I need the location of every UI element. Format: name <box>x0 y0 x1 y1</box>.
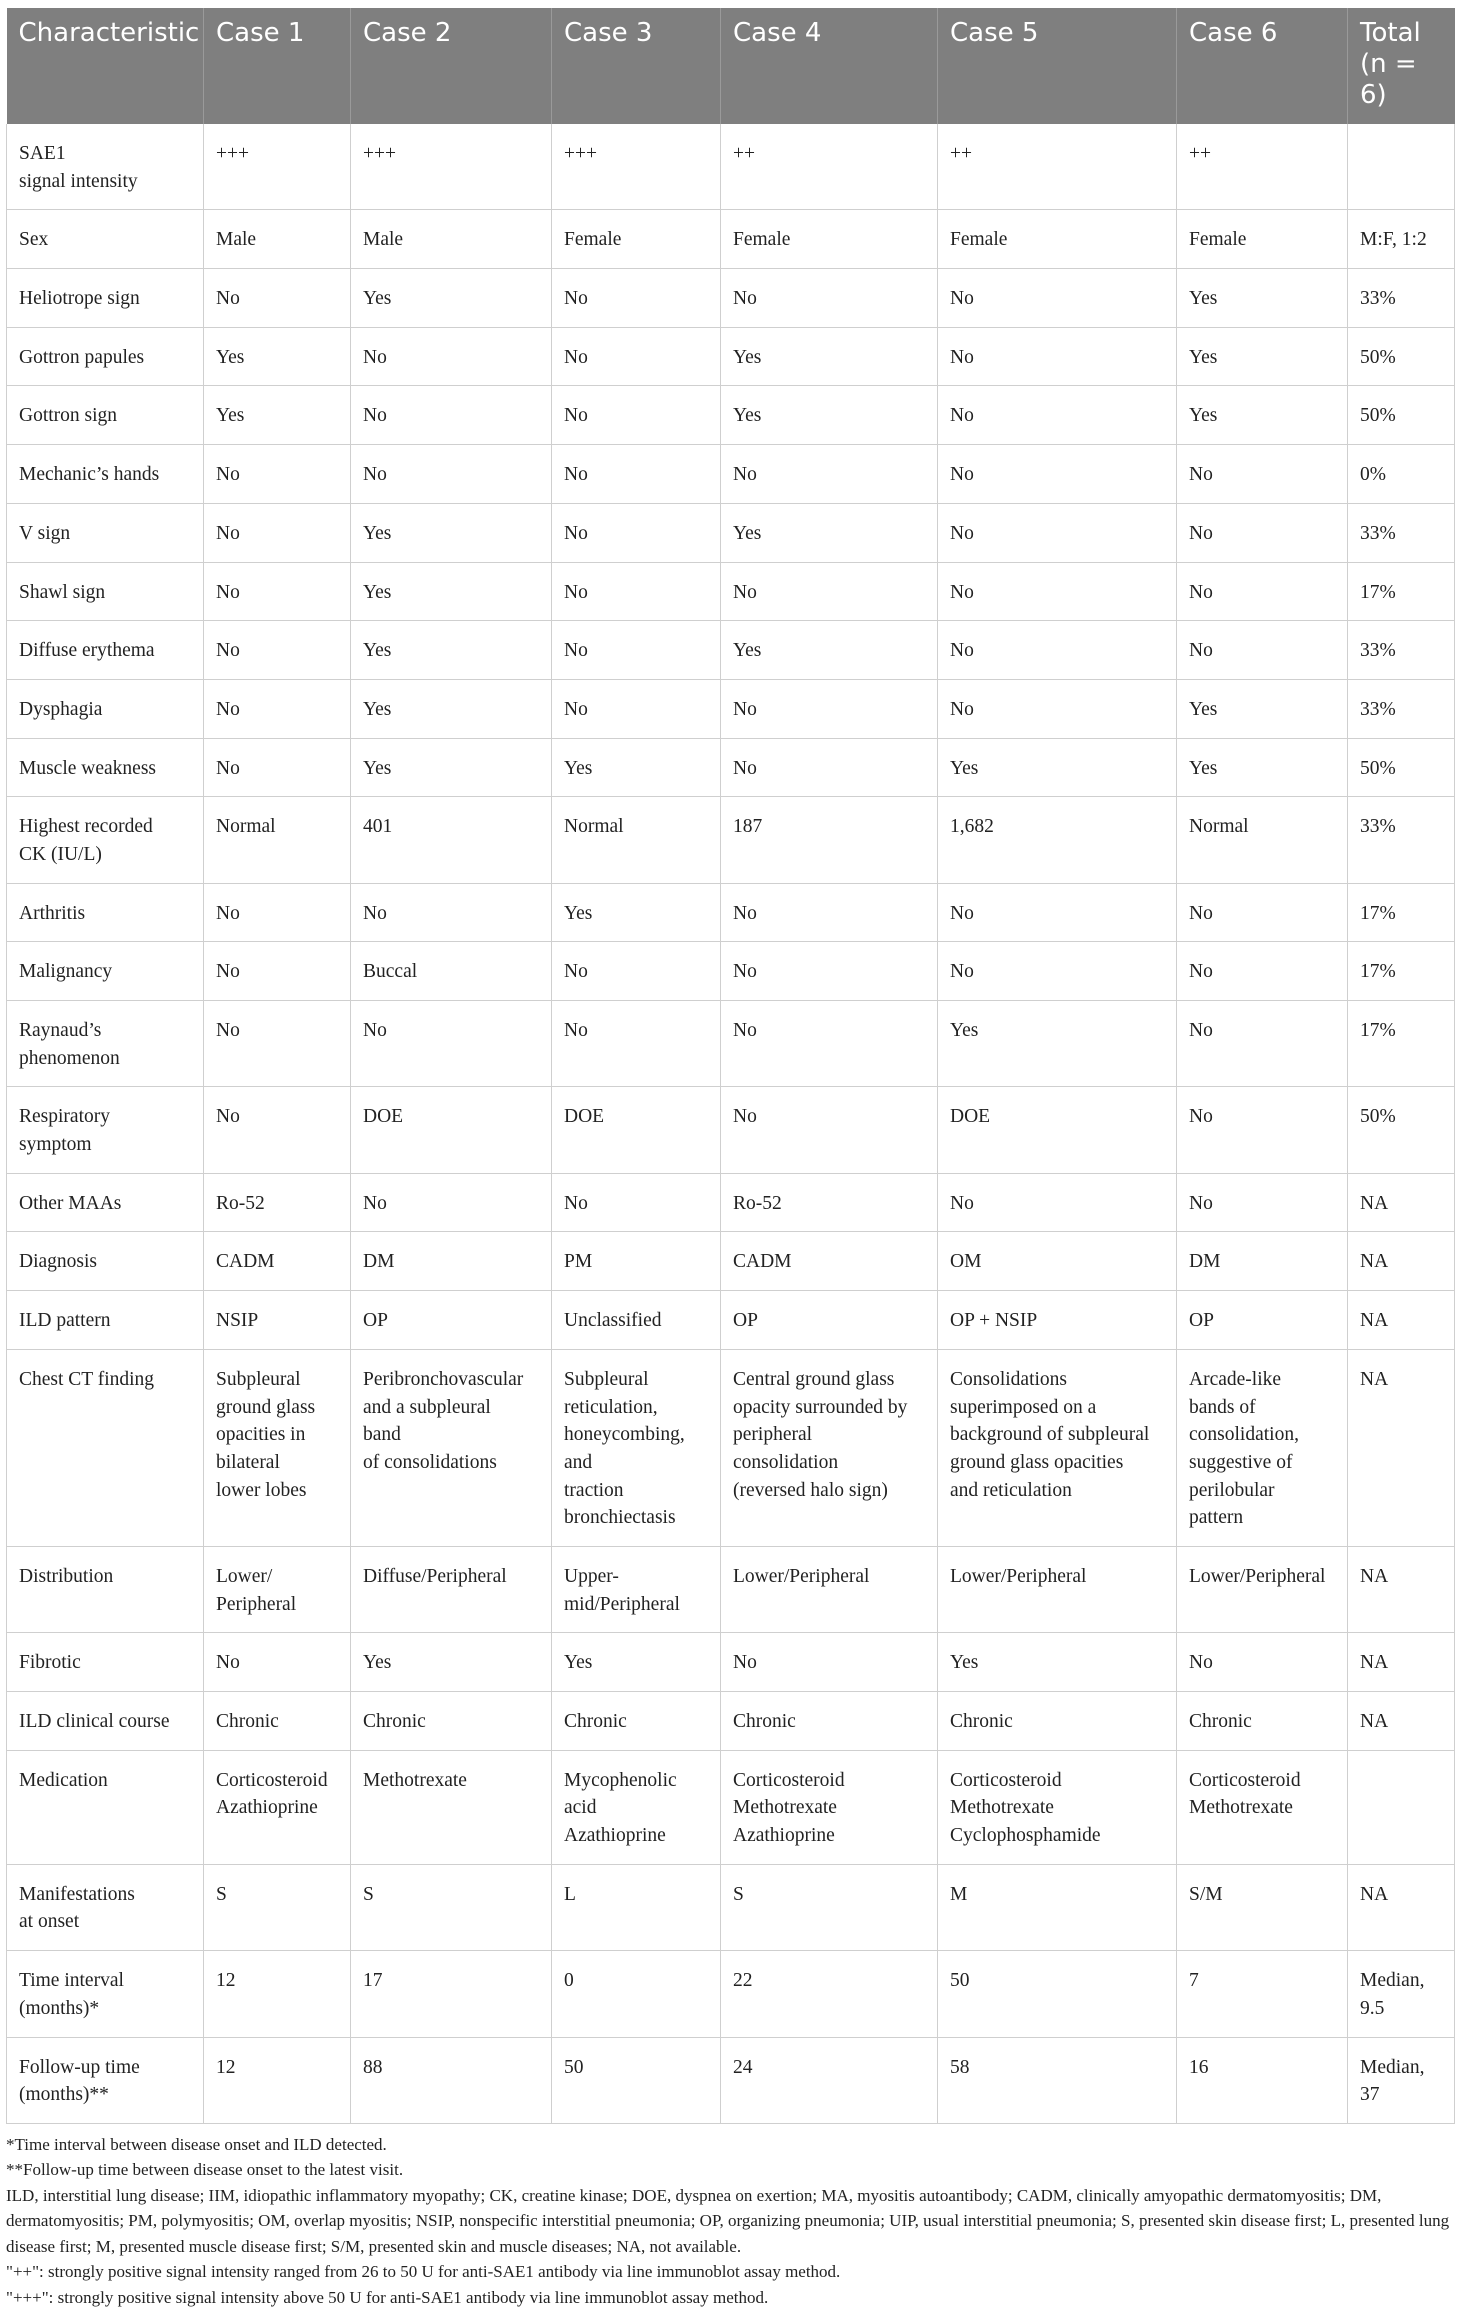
table-cell: S/M <box>1177 1864 1348 1950</box>
table-cell: 50% <box>1348 327 1455 386</box>
table-cell: DM <box>351 1232 552 1291</box>
table-cell: 17% <box>1348 1001 1455 1087</box>
table-cell: Yes <box>1177 269 1348 328</box>
table-cell: 24 <box>721 2037 938 2123</box>
row-label: Distribution <box>7 1546 204 1632</box>
table-cell: ++ <box>938 124 1177 210</box>
table-cell: Mycophenolic acid Azathioprine <box>552 1750 721 1864</box>
table-row <box>7 1173 1455 1232</box>
table-cell: Chronic <box>1177 1692 1348 1751</box>
table-cell: 12 <box>204 1951 351 2037</box>
table-cell: No <box>1177 883 1348 942</box>
document-page <box>6 8 1454 2310</box>
table-cell: No <box>938 562 1177 621</box>
table-cell: No <box>1177 942 1348 1001</box>
row-label: ILD clinical course <box>7 1692 204 1751</box>
table-cell: NA <box>1348 1349 1455 1546</box>
table-cell: 50 <box>938 1951 1177 2037</box>
table-cell: Median, 9.5 <box>1348 1951 1455 2037</box>
table-cell: Yes <box>938 1001 1177 1087</box>
table-cell: No <box>204 621 351 680</box>
table-cell: Ro-52 <box>721 1173 938 1232</box>
table-cell: No <box>552 503 721 562</box>
header-characteristic: Characteristic <box>7 8 204 124</box>
table-cell: No <box>938 386 1177 445</box>
table-cell: No <box>1177 1633 1348 1692</box>
table-cell: Corticosteroid Methotrexate Azathioprine <box>721 1750 938 1864</box>
row-label: Respiratory symptom <box>7 1087 204 1173</box>
table-cell: S <box>204 1864 351 1950</box>
table-cell: No <box>721 445 938 504</box>
header-case-6: Case 6 <box>1177 8 1348 124</box>
table-cell: 17 <box>351 1951 552 2037</box>
table-cell: Male <box>351 210 552 269</box>
table-cell: NA <box>1348 1173 1455 1232</box>
table-cell: No <box>721 269 938 328</box>
table-cell: No <box>1177 1001 1348 1087</box>
table-cell: No <box>351 386 552 445</box>
row-label: Gottron papules <box>7 327 204 386</box>
table-cell: NA <box>1348 1232 1455 1291</box>
table-cell: No <box>204 679 351 738</box>
table-cell: Consolidations superimposed on a background of subpleural ground glass opacities and reticulation <box>938 1349 1177 1546</box>
table-cell: No <box>204 503 351 562</box>
table-cell: 33% <box>1348 679 1455 738</box>
table-cell: 0% <box>1348 445 1455 504</box>
table-cell: Yes <box>351 503 552 562</box>
row-label: Time interval (months)* <box>7 1951 204 2037</box>
table-cell: No <box>938 1173 1177 1232</box>
table-cell: No <box>204 883 351 942</box>
table-cell: Female <box>721 210 938 269</box>
row-label: ILD pattern <box>7 1291 204 1350</box>
table-cell: ++ <box>721 124 938 210</box>
table-cell: No <box>204 942 351 1001</box>
row-label: Gottron sign <box>7 386 204 445</box>
table-cell: No <box>351 1001 552 1087</box>
table-cell: No <box>1177 445 1348 504</box>
table-row <box>7 503 1455 562</box>
table-cell: Yes <box>721 503 938 562</box>
table-row <box>7 942 1455 1001</box>
table-cell: No <box>351 1173 552 1232</box>
table-cell: Female <box>938 210 1177 269</box>
table-row <box>7 2037 1455 2123</box>
table-cell: PM <box>552 1232 721 1291</box>
table-cell: NA <box>1348 1633 1455 1692</box>
table-cell: Yes <box>351 562 552 621</box>
table-cell: No <box>204 738 351 797</box>
table-cell: Normal <box>552 797 721 883</box>
table-cell: Yes <box>938 738 1177 797</box>
table-cell: L <box>552 1864 721 1950</box>
table-cell: Upper- mid/Peripheral <box>552 1546 721 1632</box>
table-cell <box>1348 1750 1455 1864</box>
table-cell: 7 <box>1177 1951 1348 2037</box>
table-cell: 33% <box>1348 621 1455 680</box>
table-cell: No <box>721 738 938 797</box>
table-cell: 50% <box>1348 386 1455 445</box>
table-cell: Yes <box>1177 327 1348 386</box>
row-label: Mechanic’s hands <box>7 445 204 504</box>
table-cell: OP + NSIP <box>938 1291 1177 1350</box>
characteristics-table <box>6 8 1455 2124</box>
table-cell: Chronic <box>721 1692 938 1751</box>
table-cell: OP <box>721 1291 938 1350</box>
table-cell: No <box>552 269 721 328</box>
table-cell: No <box>552 562 721 621</box>
table-cell: Yes <box>721 621 938 680</box>
footnote: **Follow-up time between disease onset to the latest visit. <box>6 2160 404 2180</box>
table-cell: Yes <box>552 1633 721 1692</box>
table-row <box>7 445 1455 504</box>
table-cell: No <box>721 883 938 942</box>
row-label: Dysphagia <box>7 679 204 738</box>
table-cell: Chronic <box>938 1692 1177 1751</box>
footnote: "++": strongly positive signal intensity ranged from 26 to 50 U for anti-SAE1 antibody via line immunoblot assay method. <box>6 2262 841 2282</box>
table-cell: DOE <box>351 1087 552 1173</box>
table-cell: Methotrexate <box>351 1750 552 1864</box>
table-cell: 0 <box>552 1951 721 2037</box>
table-cell: DOE <box>552 1087 721 1173</box>
table-cell: OM <box>938 1232 1177 1291</box>
table-cell: No <box>1177 621 1348 680</box>
table-cell: M <box>938 1864 1177 1950</box>
table-cell: No <box>204 562 351 621</box>
header-case-5: Case 5 <box>938 8 1177 124</box>
table-cell: No <box>721 942 938 1001</box>
table-cell: +++ <box>204 124 351 210</box>
table-cell: Diffuse/Peripheral <box>351 1546 552 1632</box>
table-cell: M:F, 1:2 <box>1348 210 1455 269</box>
table-cell: Yes <box>552 738 721 797</box>
table-cell: +++ <box>552 124 721 210</box>
table-cell: 50 <box>552 2037 721 2123</box>
table-cell: Lower/Peripheral <box>721 1546 938 1632</box>
table-row <box>7 327 1455 386</box>
header-case-3: Case 3 <box>552 8 721 124</box>
row-label: Raynaud’s phenomenon <box>7 1001 204 1087</box>
table-cell: 17% <box>1348 942 1455 1001</box>
table-cell: NA <box>1348 1546 1455 1632</box>
table-row <box>7 1692 1455 1751</box>
table-cell: Corticosteroid Azathioprine <box>204 1750 351 1864</box>
table-cell: Normal <box>204 797 351 883</box>
table-cell: Female <box>1177 210 1348 269</box>
table-cell: CADM <box>204 1232 351 1291</box>
table-cell: Yes <box>351 679 552 738</box>
table-row <box>7 1546 1455 1632</box>
row-label: Manifestations at onset <box>7 1864 204 1950</box>
table-cell: No <box>351 445 552 504</box>
table-cell: Central ground glass opacity surrounded by peripheral consolidation (reversed halo sign) <box>721 1349 938 1546</box>
table-cell: Chronic <box>351 1692 552 1751</box>
footnote: "+++": strongly positive signal intensity above 50 U for anti-SAE1 antibody via line immunoblot assay method. <box>6 2287 769 2307</box>
header-case-1: Case 1 <box>204 8 351 124</box>
table-cell: No <box>1177 1173 1348 1232</box>
table-cell: No <box>938 621 1177 680</box>
table-cell: No <box>938 883 1177 942</box>
table-row <box>7 621 1455 680</box>
table-cell: No <box>552 386 721 445</box>
table-row <box>7 1291 1455 1350</box>
table-cell: No <box>1177 503 1348 562</box>
row-label: Arthritis <box>7 883 204 942</box>
row-label: SAE1 signal intensity <box>7 124 204 210</box>
row-label: Shawl sign <box>7 562 204 621</box>
table-header-row <box>7 8 1455 124</box>
row-label: Follow-up time (months)** <box>7 2037 204 2123</box>
table-cell: No <box>721 1633 938 1692</box>
table-cell: Ro-52 <box>204 1173 351 1232</box>
table-cell: No <box>721 562 938 621</box>
table-cell: 12 <box>204 2037 351 2123</box>
row-label: Diagnosis <box>7 1232 204 1291</box>
table-cell: No <box>351 327 552 386</box>
table-cell: No <box>552 445 721 504</box>
table-row <box>7 1864 1455 1950</box>
table-cell: NA <box>1348 1291 1455 1350</box>
table-cell: Chronic <box>552 1692 721 1751</box>
table-cell: No <box>552 621 721 680</box>
row-label: Muscle weakness <box>7 738 204 797</box>
table-cell: 187 <box>721 797 938 883</box>
table-row <box>7 269 1455 328</box>
table-cell: Yes <box>721 327 938 386</box>
table-cell: No <box>721 679 938 738</box>
table-row <box>7 562 1455 621</box>
row-label: Heliotrope sign <box>7 269 204 328</box>
table-cell: No <box>938 942 1177 1001</box>
table-cell: Yes <box>938 1633 1177 1692</box>
table-cell: Arcade-like bands of consolidation, suggestive of perilobular pattern <box>1177 1349 1348 1546</box>
table-cell: Yes <box>351 738 552 797</box>
table-row <box>7 1087 1455 1173</box>
table-cell: ++ <box>1177 124 1348 210</box>
table-cell: Yes <box>204 386 351 445</box>
table-cell: No <box>1177 1087 1348 1173</box>
table-cell: NA <box>1348 1864 1455 1950</box>
table-cell: Subpleural reticulation, honeycombing, and traction bronchiectasis <box>552 1349 721 1546</box>
row-label: Highest recorded CK (IU/L) <box>7 797 204 883</box>
table-cell: 88 <box>351 2037 552 2123</box>
table-cell: Chronic <box>204 1692 351 1751</box>
table-cell: No <box>938 327 1177 386</box>
table-footnotes <box>6 2132 1454 2310</box>
table-cell: No <box>938 445 1177 504</box>
table-cell: No <box>1177 562 1348 621</box>
header-total: Total (n = 6) <box>1348 8 1455 124</box>
table-cell: No <box>351 883 552 942</box>
table-cell: 33% <box>1348 503 1455 562</box>
table-cell: 16 <box>1177 2037 1348 2123</box>
table-cell: Yes <box>1177 738 1348 797</box>
table-cell: No <box>552 327 721 386</box>
table-cell: NA <box>1348 1692 1455 1751</box>
row-label: Other MAAs <box>7 1173 204 1232</box>
table-cell: Lower/Peripheral <box>1177 1546 1348 1632</box>
table-cell: S <box>351 1864 552 1950</box>
table-row <box>7 1001 1455 1087</box>
table-cell: No <box>721 1087 938 1173</box>
table-cell: 50% <box>1348 1087 1455 1173</box>
table-cell: Lower/Peripheral <box>938 1546 1177 1632</box>
table-cell: Female <box>552 210 721 269</box>
table-cell: +++ <box>351 124 552 210</box>
table-cell: DM <box>1177 1232 1348 1291</box>
table-row <box>7 738 1455 797</box>
table-cell: No <box>204 445 351 504</box>
row-label: Medication <box>7 1750 204 1864</box>
table-row <box>7 1349 1455 1546</box>
table-cell: Yes <box>552 883 721 942</box>
table-cell: No <box>938 269 1177 328</box>
table-cell: 33% <box>1348 269 1455 328</box>
table-cell: Yes <box>204 327 351 386</box>
table-cell: Yes <box>1177 386 1348 445</box>
table-row <box>7 124 1455 210</box>
table-cell: No <box>204 269 351 328</box>
table-cell: NSIP <box>204 1291 351 1350</box>
table-cell: OP <box>351 1291 552 1350</box>
footnote: *Time interval between disease onset and ILD detected. <box>6 2134 387 2154</box>
table-cell: Corticosteroid Methotrexate Cyclophosphamide <box>938 1750 1177 1864</box>
table-cell: No <box>552 1173 721 1232</box>
table-row <box>7 1750 1455 1864</box>
table-cell: Unclassified <box>552 1291 721 1350</box>
table-cell: 1,682 <box>938 797 1177 883</box>
table-cell <box>1348 124 1455 210</box>
row-label: Fibrotic <box>7 1633 204 1692</box>
table-cell: Lower/ Peripheral <box>204 1546 351 1632</box>
table-cell: 17% <box>1348 883 1455 942</box>
table-cell: OP <box>1177 1291 1348 1350</box>
table-cell: 58 <box>938 2037 1177 2123</box>
table-row <box>7 679 1455 738</box>
table-cell: 22 <box>721 1951 938 2037</box>
table-cell: No <box>938 503 1177 562</box>
table-cell: S <box>721 1864 938 1950</box>
table-row <box>7 1232 1455 1291</box>
table-cell: Yes <box>1177 679 1348 738</box>
table-cell: Yes <box>351 621 552 680</box>
table-cell: No <box>204 1087 351 1173</box>
table-cell: Yes <box>721 386 938 445</box>
table-cell: 17% <box>1348 562 1455 621</box>
row-label: V sign <box>7 503 204 562</box>
table-row <box>7 1633 1455 1692</box>
table-cell: Corticosteroid Methotrexate <box>1177 1750 1348 1864</box>
table-row <box>7 1951 1455 2037</box>
table-cell: Peribronchovascular and a subpleural band of consolidations <box>351 1349 552 1546</box>
table-cell: DOE <box>938 1087 1177 1173</box>
table-cell: No <box>721 1001 938 1087</box>
row-label: Malignancy <box>7 942 204 1001</box>
table-cell: No <box>552 679 721 738</box>
row-label: Diffuse erythema <box>7 621 204 680</box>
table-cell: 401 <box>351 797 552 883</box>
row-label: Sex <box>7 210 204 269</box>
footnote: ILD, interstitial lung disease; IIM, idiopathic inflammatory myopathy; CK, creatine kinase; DOE, dyspnea on exertion; MA, myositis autoantibody; CADM, clinically amyopathic dermatomyositis; DM, dermatomyositis; PM, polymyositis; OM, overlap myositis; NSIP, nonspecific interstitial pneumonia; OP, organizing pneumonia; UIP, usual interstitial pneumonia; S, presented skin disease first; L, presented lung disease first; M, presented muscle disease first; S/M, presented skin and muscle diseases; NA, not available. <box>6 2185 1450 2256</box>
table-cell: Subpleural ground glass opacities in bilateral lower lobes <box>204 1349 351 1546</box>
table-cell: Buccal <box>351 942 552 1001</box>
header-case-4: Case 4 <box>721 8 938 124</box>
table-cell: Normal <box>1177 797 1348 883</box>
table-cell: 33% <box>1348 797 1455 883</box>
header-case-2: Case 2 <box>351 8 552 124</box>
table-row <box>7 883 1455 942</box>
table-cell: Yes <box>351 269 552 328</box>
table-cell: Male <box>204 210 351 269</box>
table-cell: Yes <box>351 1633 552 1692</box>
table-cell: No <box>204 1633 351 1692</box>
table-row <box>7 386 1455 445</box>
table-row <box>7 210 1455 269</box>
table-cell: CADM <box>721 1232 938 1291</box>
table-cell: 50% <box>1348 738 1455 797</box>
table-cell: No <box>552 1001 721 1087</box>
table-body <box>7 124 1455 2123</box>
row-label: Chest CT finding <box>7 1349 204 1546</box>
table-row <box>7 797 1455 883</box>
table-cell: No <box>938 679 1177 738</box>
table-cell: Median, 37 <box>1348 2037 1455 2123</box>
table-cell: No <box>552 942 721 1001</box>
table-cell: No <box>204 1001 351 1087</box>
